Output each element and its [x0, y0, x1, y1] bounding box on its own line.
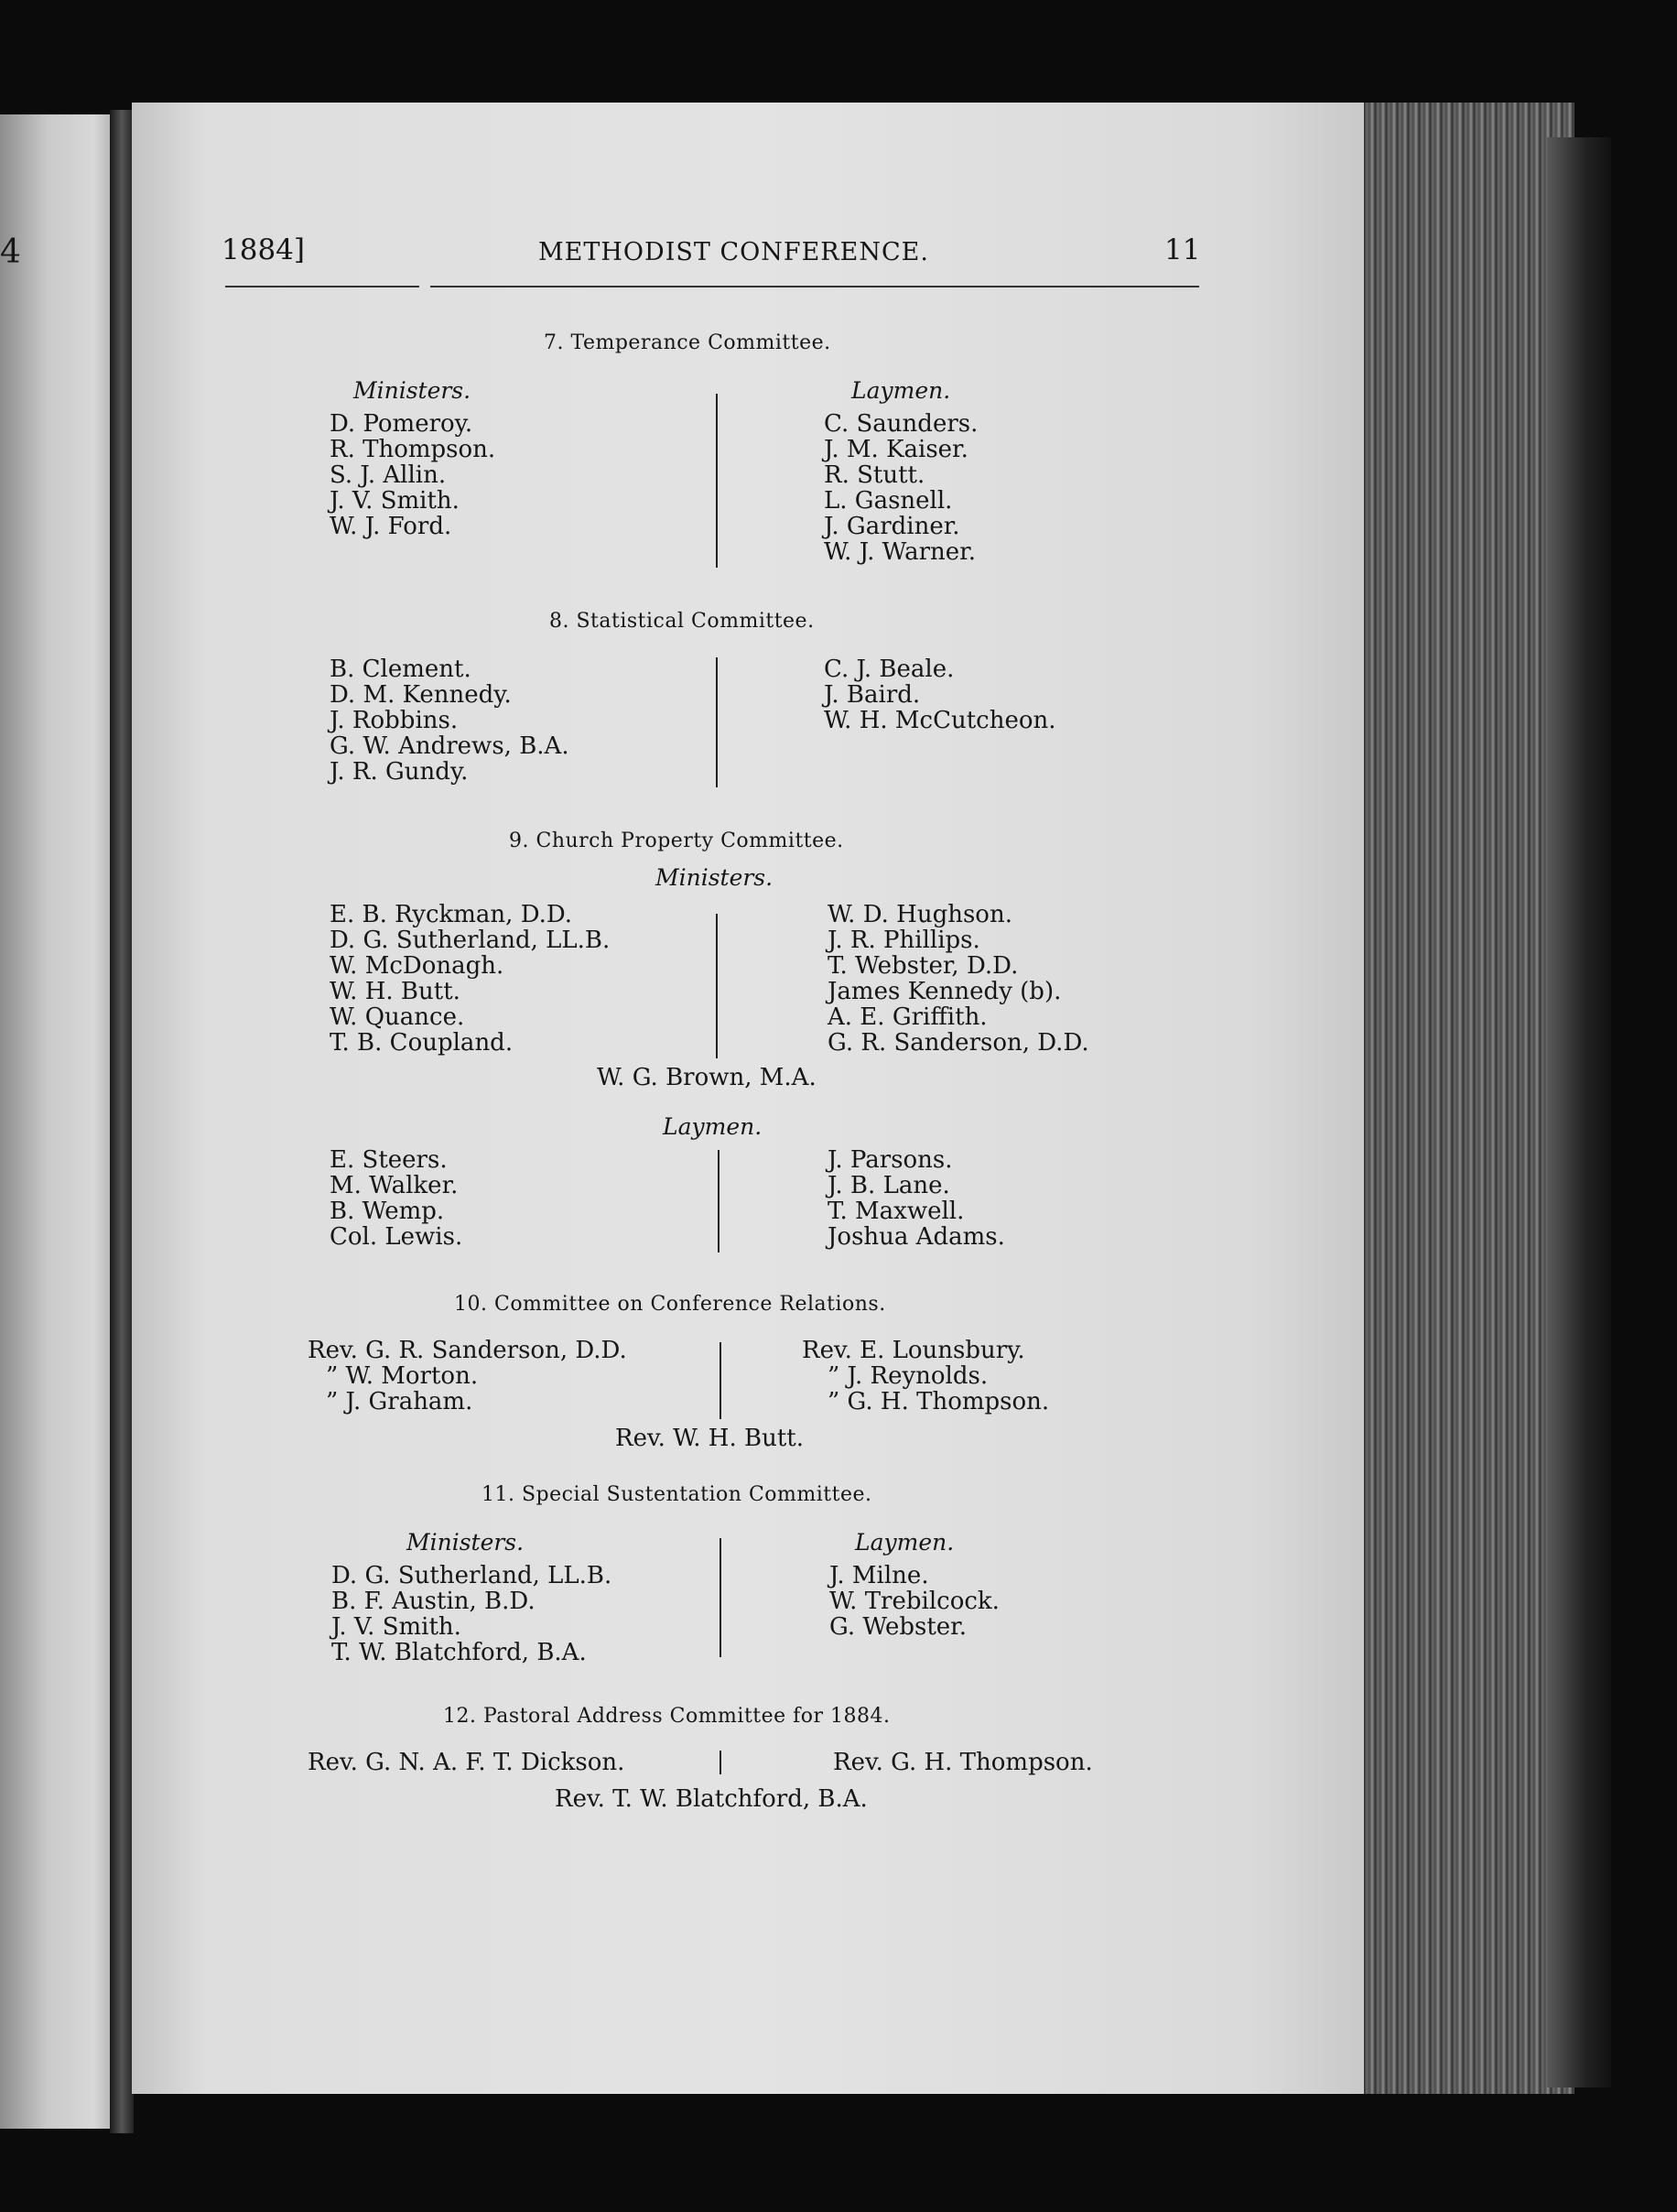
list-item: A. E. Griffith. — [828, 1003, 988, 1031]
list-item: T. Maxwell. — [828, 1198, 965, 1225]
ministers-heading: Ministers. — [655, 864, 774, 891]
list-item: J. Robbins. — [330, 707, 459, 734]
list-item: J. Parsons. — [828, 1146, 953, 1174]
page-number: 11 — [1164, 233, 1201, 266]
section-title: 11. Special Sustentation Committee. — [481, 1483, 872, 1506]
list-item: D. Pomeroy. — [330, 410, 473, 438]
section-title: 9. Church Property Committee. — [509, 830, 844, 852]
book-gutter — [110, 110, 134, 2133]
header-rule-right — [430, 286, 1199, 287]
list-item: G. W. Andrews, B.A. — [330, 732, 569, 760]
list-item: E. Steers. — [330, 1146, 448, 1174]
list-item: B. F. Austin, B.D. — [331, 1588, 536, 1615]
list-item: ” J. Reynolds. — [828, 1362, 989, 1390]
list-item: B. Wemp. — [330, 1198, 445, 1225]
list-item: W. J. Warner. — [824, 538, 977, 566]
list-item: Rev. G. N. A. F. T. Dickson. — [308, 1749, 625, 1776]
ministers-heading: Ministers. — [353, 377, 471, 404]
page-block-edge — [1364, 103, 1574, 2094]
list-item: J. Milne. — [829, 1562, 929, 1589]
list-item: D. M. Kennedy. — [330, 681, 512, 709]
left-page-edge — [0, 114, 117, 2129]
column-divider — [716, 914, 718, 1058]
list-item: ” G. H. Thompson. — [828, 1388, 1050, 1415]
list-item: J. Baird. — [824, 681, 921, 709]
column-divider — [718, 1150, 719, 1252]
list-item: W. H. Butt. — [330, 978, 460, 1005]
list-item: S. J. Allin. — [330, 461, 447, 489]
list-item: G. R. Sanderson, D.D. — [828, 1029, 1089, 1057]
column-divider — [719, 1751, 721, 1774]
list-item: R. Thompson. — [330, 436, 496, 463]
list-item: J. B. Lane. — [828, 1172, 950, 1199]
list-item: D. G. Sutherland, LL.B. — [331, 1562, 612, 1589]
list-item: M. Walker. — [330, 1172, 459, 1199]
list-item: ” J. Graham. — [326, 1388, 473, 1415]
list-item: ” W. Morton. — [326, 1362, 479, 1390]
list-item: W. D. Hughson. — [828, 901, 1012, 928]
list-item: Joshua Adams. — [828, 1223, 1005, 1251]
centered-name: Rev. W. H. Butt. — [615, 1425, 805, 1452]
column-divider — [716, 657, 718, 787]
list-item: James Kennedy (b). — [828, 978, 1062, 1005]
left-page-number: 4 — [0, 233, 21, 271]
list-item: T. Webster, D.D. — [828, 952, 1019, 980]
section-title: 7. Temperance Committee. — [544, 331, 831, 354]
centered-name: W. G. Brown, M.A. — [597, 1064, 817, 1091]
centered-name: Rev. T. W. Blatchford, B.A. — [555, 1785, 868, 1813]
list-item: J. V. Smith. — [331, 1613, 461, 1641]
running-title: METHODIST CONFERENCE. — [538, 238, 929, 266]
header-year: 1884] — [222, 233, 305, 266]
list-item: R. Stutt. — [824, 461, 925, 489]
column-divider — [719, 1342, 721, 1419]
list-item: B. Clement. — [330, 656, 471, 683]
list-item: W. Trebilcock. — [829, 1588, 1000, 1615]
list-item: W. H. McCutcheon. — [824, 707, 1056, 734]
list-item: T. B. Coupland. — [330, 1029, 514, 1057]
list-item: W. J. Ford. — [330, 513, 452, 540]
header-rule-left — [225, 286, 419, 287]
list-item: W. McDonagh. — [330, 952, 504, 980]
laymen-heading: Laymen. — [851, 377, 951, 404]
column-divider — [719, 1538, 721, 1657]
list-item: C. J. Beale. — [824, 656, 955, 683]
list-item: D. G. Sutherland, LL.B. — [330, 927, 611, 954]
list-item: J. V. Smith. — [330, 487, 460, 515]
list-item: J. R. Phillips. — [828, 927, 980, 954]
list-item: Rev. G. H. Thompson. — [833, 1749, 1093, 1776]
section-title: 10. Committee on Conference Relations. — [454, 1293, 886, 1316]
list-item: W. Quance. — [330, 1003, 465, 1031]
list-item: L. Gasnell. — [824, 487, 953, 515]
list-item: Rev. E. Lounsbury. — [802, 1337, 1025, 1364]
list-item: J. M. Kaiser. — [824, 436, 968, 463]
ministers-heading: Ministers. — [406, 1529, 525, 1556]
section-title: 12. Pastoral Address Committee for 1884. — [443, 1705, 891, 1728]
list-item: J. R. Gundy. — [330, 758, 469, 786]
list-item: E. B. Ryckman, D.D. — [330, 901, 573, 928]
list-item: J. Gardiner. — [824, 513, 960, 540]
laymen-heading: Laymen. — [855, 1529, 955, 1556]
column-divider — [716, 394, 718, 568]
laymen-heading: Laymen. — [663, 1113, 763, 1140]
page-block-shadow — [1547, 137, 1611, 2087]
list-item: T. W. Blatchford, B.A. — [331, 1639, 587, 1666]
list-item: C. Saunders. — [824, 410, 979, 438]
list-item: Rev. G. R. Sanderson, D.D. — [308, 1337, 627, 1364]
list-item: Col. Lewis. — [330, 1223, 463, 1251]
list-item: G. Webster. — [829, 1613, 968, 1641]
section-title: 8. Statistical Committee. — [549, 610, 815, 633]
